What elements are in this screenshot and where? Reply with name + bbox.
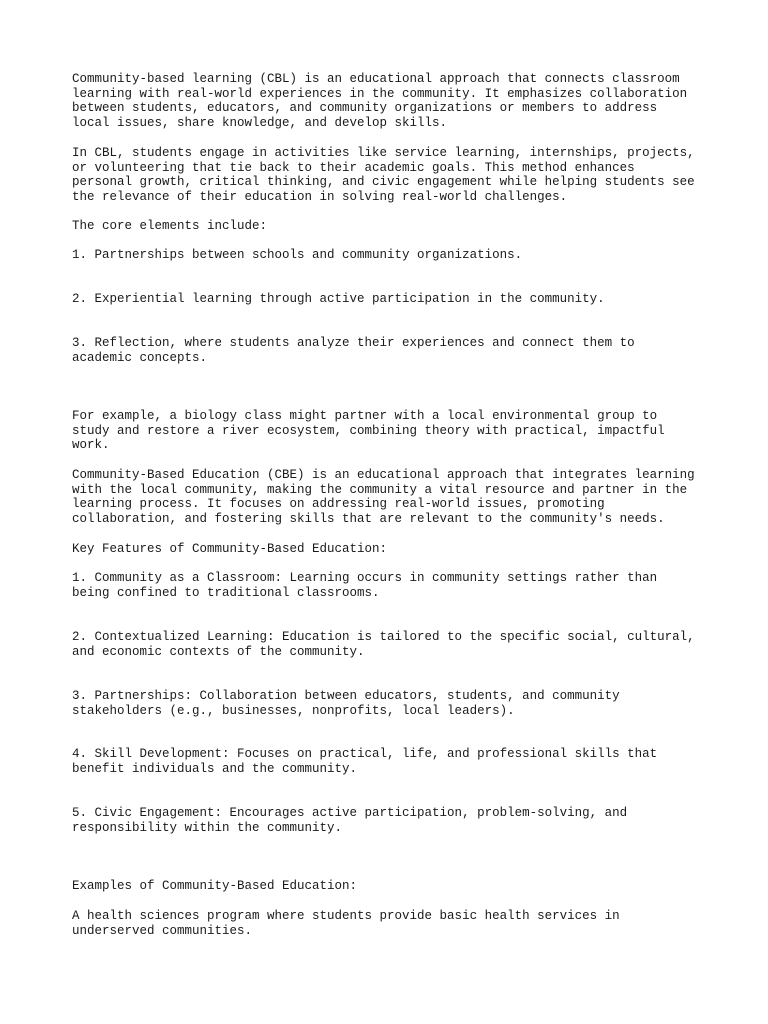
paragraph-cbl-definition: Community-based learning (CBL) is an educational approach that connects classroom learning with real-world experiences in the community. It emphasizes collaboration between students, educators, and community organizations or members to address local issues, share knowledge, and develop skills. — [72, 72, 688, 131]
list-item-partnerships: 1. Partnerships between schools and community organizations. — [72, 248, 523, 262]
list-item-partnerships-cbe: 3. Partnerships: Collaboration between educators, students, and community stakeholders (e.g., businesses, nonprofits, local leaders). — [72, 689, 620, 718]
list-item-experiential: 2. Experiential learning through active participation in the community. — [72, 292, 605, 306]
paragraph-core-elements-intro: The core elements include: — [72, 219, 268, 233]
list-item-civic-engagement: 5. Civic Engagement: Encourages active participation, problem-solving, and responsibility within the community. — [72, 806, 628, 835]
list-item-skill-development: 4. Skill Development: Focuses on practical, life, and professional skills that benefit individuals and the community. — [72, 747, 658, 776]
paragraph-biology-example: For example, a biology class might partner with a local environmental group to study and restore a river ecosystem, combining theory with practical, impactful work. — [72, 409, 665, 453]
list-item-reflection: 3. Reflection, where students analyze their experiences and connect them to academic concepts. — [72, 336, 635, 365]
list-item-contextualized: 2. Contextualized Learning: Education is tailored to the specific social, cultural, and economic contexts of the community. — [72, 630, 695, 659]
paragraph-cbe-definition: Community-Based Education (CBE) is an educational approach that integrates learning with the local community, making the community a vital resource and partner in the learning process. It focuses on addressing real-world issues, promoting collaboration, and fostering skills that are relevant to the community's needs. — [72, 468, 695, 527]
paragraph-health-example: A health sciences program where students provide basic health services in underserved communities. — [72, 909, 620, 938]
paragraph-cbl-activities: In CBL, students engage in activities like service learning, internships, projects, or volunteering that tie back to their academic goals. This method enhances personal growth, critical thinking, and civic engagement while helping students see the relevance of their education in solving real-world challenges. — [72, 146, 695, 205]
list-item-community-classroom: 1. Community as a Classroom: Learning occurs in community settings rather than being confined to traditional classrooms. — [72, 571, 658, 600]
heading-key-features: Key Features of Community-Based Education: — [72, 542, 388, 556]
heading-examples: Examples of Community-Based Education: — [72, 879, 358, 893]
